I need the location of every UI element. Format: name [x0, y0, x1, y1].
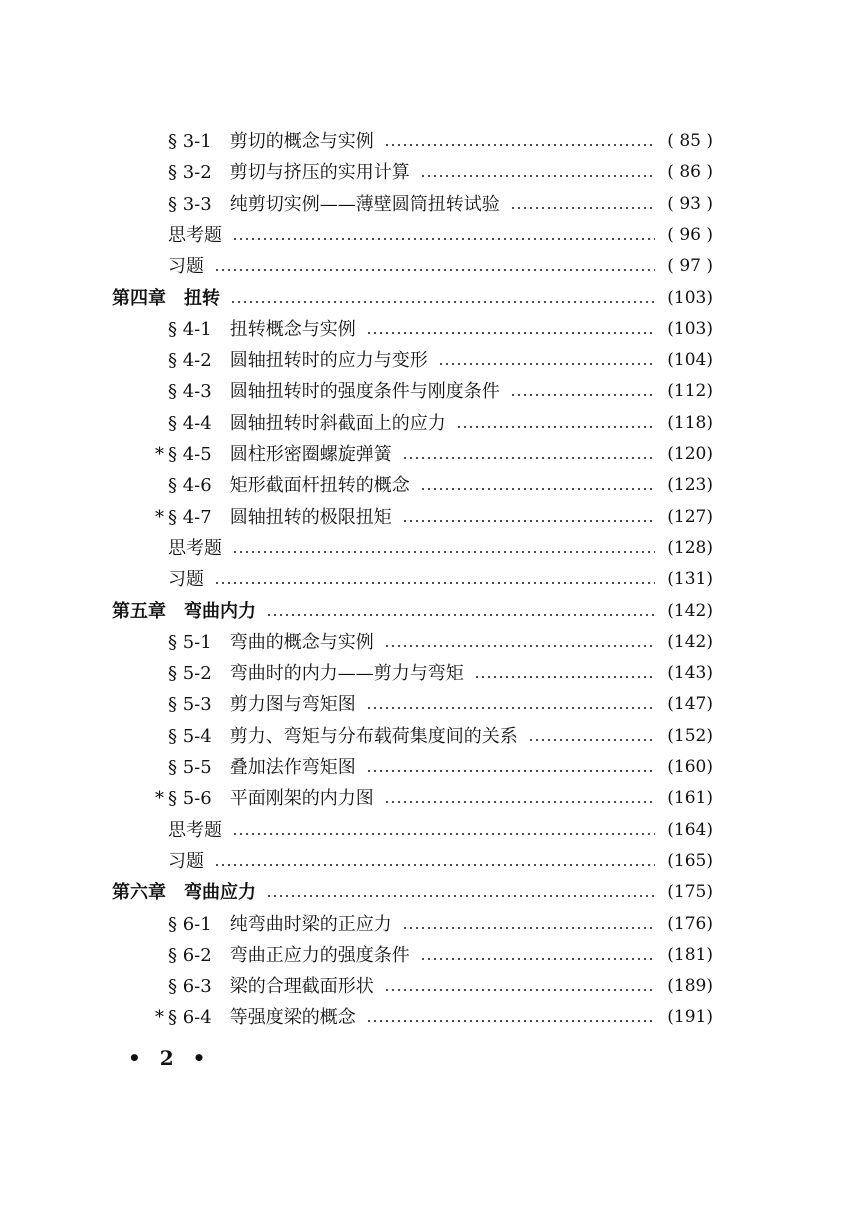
- optional-marker: *: [155, 788, 164, 809]
- toc-entry: [0, 251, 868, 282]
- toc-entry-text: [168, 627, 374, 658]
- entry-title: 梁的合理截面形状: [229, 976, 374, 997]
- toc-chapter-entry: [0, 283, 868, 314]
- dot-leader: [384, 144, 655, 146]
- page-reference: (123): [667, 475, 713, 495]
- toc-entry: [0, 752, 868, 783]
- toc-entry: [0, 564, 868, 595]
- dot-leader: [420, 488, 655, 490]
- toc-entry-text: [168, 846, 204, 877]
- toc-entry-text: [168, 564, 204, 595]
- dot-leader: [528, 739, 655, 741]
- page-reference: (104): [667, 350, 713, 370]
- toc-entry-text: [168, 909, 392, 940]
- optional-marker: *: [155, 444, 164, 465]
- dot-leader: [232, 238, 655, 240]
- dot-leader: [456, 426, 655, 428]
- toc-chapter-entry: [0, 877, 868, 908]
- page-reference: (152): [667, 726, 713, 746]
- toc-entry-text: [112, 877, 256, 908]
- section-number: § 4-2: [168, 350, 212, 371]
- section-number: § 3-3: [168, 194, 212, 215]
- page-reference: (112): [667, 381, 713, 401]
- entry-title: 思考题: [168, 538, 222, 559]
- toc-entry: [0, 689, 868, 720]
- section-number: § 4-6: [168, 475, 212, 496]
- page-reference: (175): [667, 882, 713, 902]
- page-reference: ( 86 ): [667, 162, 713, 182]
- entry-title: 剪切与挤压的实用计算: [229, 162, 410, 183]
- page-reference: ( 97 ): [667, 256, 713, 276]
- section-number: § 3-2: [168, 162, 212, 183]
- toc-entry-text: [168, 971, 374, 1002]
- entry-title: 等强度梁的概念: [229, 1007, 356, 1028]
- toc-entry: [0, 533, 868, 564]
- toc-entry: [0, 376, 868, 407]
- page-reference: (165): [667, 851, 713, 871]
- entry-title: 弯曲时的内力——剪力与弯矩: [229, 663, 464, 684]
- page-reference: (161): [667, 788, 713, 808]
- toc-entry-text: [168, 783, 374, 814]
- page-number: • 2 •: [128, 1046, 212, 1070]
- section-number: § 5-2: [168, 663, 212, 684]
- toc-entry-text: [112, 596, 256, 627]
- entry-title: 思考题: [168, 820, 222, 841]
- page-reference: (189): [667, 976, 713, 996]
- entry-title: 扭转: [184, 288, 220, 309]
- entry-title: 矩形截面杆扭转的概念: [229, 475, 410, 496]
- dot-leader: [214, 269, 655, 271]
- toc-entry-text: [168, 815, 222, 846]
- dot-leader: [366, 770, 655, 772]
- dot-leader: [232, 551, 655, 553]
- optional-marker: *: [155, 1007, 164, 1028]
- optional-marker: *: [155, 507, 164, 528]
- dot-leader: [366, 1020, 655, 1022]
- toc-entry: [0, 971, 868, 1002]
- toc-entry-text: [168, 752, 356, 783]
- toc-entry: [0, 815, 868, 846]
- page-reference: (147): [667, 694, 713, 714]
- section-number: § 6-2: [168, 945, 212, 966]
- section-number: § 5-4: [168, 726, 212, 747]
- toc-entry: [0, 658, 868, 689]
- section-number: § 4-3: [168, 381, 212, 402]
- toc-entry: [0, 470, 868, 501]
- entry-title: 思考题: [168, 225, 222, 246]
- toc-entry-text: [168, 126, 374, 157]
- page-reference: (120): [667, 444, 713, 464]
- toc-entry-text: [112, 283, 220, 314]
- toc-entry: [0, 846, 868, 877]
- dot-leader: [230, 301, 655, 303]
- page-reference: (164): [667, 820, 713, 840]
- toc-entry: [0, 126, 868, 157]
- toc-entry: [0, 189, 868, 220]
- toc-entry-text: [168, 940, 410, 971]
- toc-entry-text: [168, 314, 356, 345]
- toc-entry-text: [168, 658, 464, 689]
- page-reference: (103): [667, 288, 713, 308]
- section-number: § 6-1: [168, 914, 212, 935]
- toc-entry: [0, 627, 868, 658]
- chapter-number: 第五章: [112, 601, 166, 622]
- dot-leader: [438, 363, 655, 365]
- page-reference: (131): [667, 569, 713, 589]
- entry-title: 剪力图与弯矩图: [229, 694, 356, 715]
- dot-leader: [402, 520, 655, 522]
- chapter-number: 第四章: [112, 288, 166, 309]
- dot-leader: [402, 457, 655, 459]
- toc-entry-text: [168, 251, 204, 282]
- toc-entry: [0, 439, 868, 470]
- toc-entry-text: [168, 189, 500, 220]
- page-reference: (160): [667, 757, 713, 777]
- entry-title: 圆轴扭转时的强度条件与刚度条件: [229, 381, 500, 402]
- toc-entry-text: [168, 439, 392, 470]
- entry-title: 剪切的概念与实例: [229, 131, 374, 152]
- toc-entry-text: [168, 345, 428, 376]
- entry-title: 弯曲的概念与实例: [229, 632, 374, 653]
- chapter-number: 第六章: [112, 882, 166, 903]
- toc-entry: [0, 783, 868, 814]
- section-number: § 5-6: [168, 788, 212, 809]
- dot-leader: [402, 927, 655, 929]
- toc-entry: [0, 721, 868, 752]
- page-reference: (181): [667, 945, 713, 965]
- toc-entry: [0, 502, 868, 533]
- toc-chapter-entry: [0, 596, 868, 627]
- toc-entry: [0, 314, 868, 345]
- page-reference: ( 85 ): [667, 131, 713, 151]
- section-number: § 5-5: [168, 757, 212, 778]
- entry-title: 圆柱形密圈螺旋弹簧: [229, 444, 392, 465]
- toc-entry: [0, 408, 868, 439]
- page-reference: (103): [667, 319, 713, 339]
- section-number: § 4-5: [168, 444, 212, 465]
- toc-entry: [0, 345, 868, 376]
- section-number: § 5-3: [168, 694, 212, 715]
- dot-leader: [366, 332, 655, 334]
- entry-title: 纯剪切实例——薄壁圆筒扭转试验: [229, 194, 500, 215]
- dot-leader: [232, 833, 655, 835]
- toc-entry-text: [168, 220, 222, 251]
- dot-leader: [384, 989, 655, 991]
- toc-entry-text: [168, 376, 500, 407]
- entry-title: 圆轴扭转的极限扭矩: [229, 507, 392, 528]
- section-number: § 6-3: [168, 976, 212, 997]
- section-number: § 4-1: [168, 319, 212, 340]
- page-reference: (128): [667, 538, 713, 558]
- toc-entry-text: [168, 502, 392, 533]
- section-number: § 4-4: [168, 413, 212, 434]
- toc-entry: [0, 220, 868, 251]
- dot-leader: [510, 394, 655, 396]
- entry-title: 习题: [168, 256, 204, 277]
- dot-leader: [366, 707, 655, 709]
- entry-title: 圆轴扭转时斜截面上的应力: [229, 413, 446, 434]
- toc-entry: [0, 1002, 868, 1033]
- toc-entry-text: [168, 689, 356, 720]
- toc-entry-text: [168, 533, 222, 564]
- dot-leader: [420, 175, 655, 177]
- entry-title: 剪力、弯矩与分布载荷集度间的关系: [229, 726, 518, 747]
- entry-title: 弯曲内力: [184, 601, 256, 622]
- toc-entry: [0, 157, 868, 188]
- entry-title: 弯曲正应力的强度条件: [229, 945, 410, 966]
- section-number: § 3-1: [168, 131, 212, 152]
- page-reference: (142): [667, 601, 713, 621]
- dot-leader: [266, 614, 655, 616]
- dot-leader: [214, 864, 655, 866]
- section-number: § 6-4: [168, 1007, 212, 1028]
- entry-title: 平面刚架的内力图: [229, 788, 374, 809]
- dot-leader: [384, 645, 655, 647]
- entry-title: 扭转概念与实例: [229, 319, 356, 340]
- toc-entry-text: [168, 1002, 356, 1033]
- page-reference: ( 93 ): [667, 194, 713, 214]
- dot-leader: [474, 676, 655, 678]
- dot-leader: [214, 582, 655, 584]
- section-number: § 4-7: [168, 507, 212, 528]
- dot-leader: [384, 801, 655, 803]
- page-reference: (191): [667, 1007, 713, 1027]
- page-reference: ( 96 ): [667, 225, 713, 245]
- dot-leader: [420, 958, 655, 960]
- entry-title: 圆轴扭转时的应力与变形: [229, 350, 428, 371]
- entry-title: 习题: [168, 851, 204, 872]
- page-reference: (142): [667, 632, 713, 652]
- toc-entry-text: [168, 721, 518, 752]
- entry-title: 纯弯曲时梁的正应力: [229, 914, 392, 935]
- page-reference: (143): [667, 663, 713, 683]
- entry-title: 弯曲应力: [184, 882, 256, 903]
- page-reference: (127): [667, 507, 713, 527]
- dot-leader: [266, 895, 655, 897]
- section-number: § 5-1: [168, 632, 212, 653]
- toc-entry-text: [168, 157, 410, 188]
- toc-entry-text: [168, 408, 446, 439]
- page-reference: (118): [667, 413, 713, 433]
- toc-entry-text: [168, 470, 410, 501]
- dot-leader: [510, 207, 655, 209]
- entry-title: 习题: [168, 569, 204, 590]
- entry-title: 叠加法作弯矩图: [229, 757, 356, 778]
- toc-entry: [0, 909, 868, 940]
- toc-entry: [0, 940, 868, 971]
- page-reference: (176): [667, 914, 713, 934]
